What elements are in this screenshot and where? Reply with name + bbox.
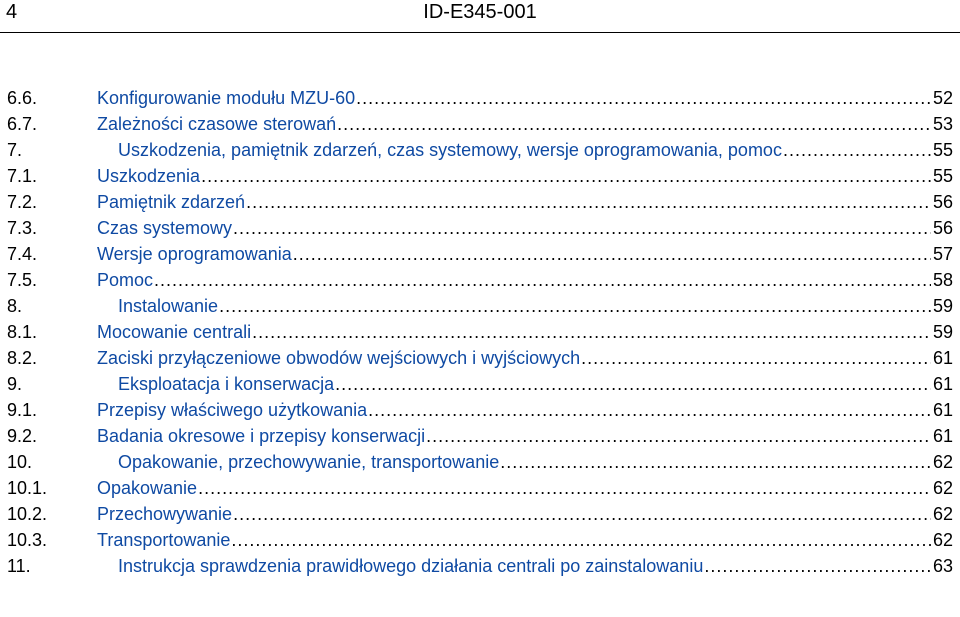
header-divider [0, 32, 960, 33]
toc-entry-page: 61 [932, 400, 953, 420]
toc-entry-link[interactable] [97, 189, 953, 215]
toc-entry-page: 61 [932, 348, 953, 368]
toc-entry-number: 7.4. [7, 244, 38, 264]
toc-dot-leader [581, 345, 931, 371]
toc-entry-title[interactable]: Uszkodzenia, pamiętnik zdarzeń, czas systemowy, wersje oprogramowania, pomoc [118, 140, 782, 160]
toc-entry-title[interactable]: Eksploatacja i konserwacja [118, 374, 335, 394]
toc-entry-number: 9.2. [7, 426, 38, 446]
toc-entry[interactable] [0, 475, 960, 501]
toc-dot-leader [293, 241, 931, 267]
toc-entry[interactable] [0, 293, 960, 319]
toc-entry-link[interactable] [97, 163, 953, 189]
toc-entry-title[interactable]: Instalowanie [118, 296, 219, 316]
toc-entry-number: 6.7. [7, 114, 38, 134]
page-number: 4 [6, 1, 18, 23]
toc-entry-page: 57 [932, 244, 953, 264]
toc-entry[interactable] [0, 111, 960, 137]
toc-entry-title[interactable]: Pamiętnik zdarzeń [97, 192, 246, 212]
toc-entry[interactable] [0, 345, 960, 371]
toc-dot-leader [356, 85, 931, 111]
toc-entry-page: 52 [932, 88, 953, 108]
toc-entry-number: 10.3. [7, 530, 48, 550]
toc-entry-link[interactable] [97, 423, 953, 449]
toc-entry-title[interactable]: Pomoc [97, 270, 154, 290]
toc-entry[interactable] [0, 85, 960, 111]
toc-dot-leader [231, 527, 931, 553]
toc-dot-leader [233, 501, 931, 527]
toc-entry[interactable] [0, 371, 960, 397]
toc-entry-page: 62 [932, 452, 953, 472]
toc-entry-link[interactable] [118, 293, 953, 319]
toc-entry-page: 61 [932, 426, 953, 446]
toc-entry-number: 9. [7, 374, 23, 394]
toc-entry-number: 9.1. [7, 400, 38, 420]
toc-entry-title[interactable]: Przechowywanie [97, 504, 233, 524]
toc-entry-number: 11. [7, 556, 31, 576]
toc-entry-link[interactable] [97, 215, 953, 241]
toc-entry[interactable] [0, 215, 960, 241]
toc-entry-link[interactable] [97, 85, 953, 111]
table-of-contents [0, 85, 960, 579]
toc-entry-page: 55 [932, 166, 953, 186]
toc-entry-number: 10. [7, 452, 33, 472]
toc-dot-leader [335, 371, 931, 397]
toc-dot-leader [233, 215, 931, 241]
toc-entry-title[interactable]: Przepisy właściwego użytkowania [97, 400, 368, 420]
toc-entry[interactable] [0, 241, 960, 267]
toc-entry[interactable] [0, 137, 960, 163]
toc-entry-link[interactable] [118, 371, 953, 397]
toc-dot-leader [783, 137, 931, 163]
toc-entry-page: 55 [932, 140, 953, 160]
toc-entry-link[interactable] [97, 319, 953, 345]
toc-entry-title[interactable]: Opakowanie [97, 478, 198, 498]
toc-entry[interactable] [0, 527, 960, 553]
toc-entry-link[interactable] [97, 345, 953, 371]
toc-entry-title[interactable]: Uszkodzenia [97, 166, 201, 186]
toc-entry[interactable] [0, 189, 960, 215]
toc-entry-number: 8. [7, 296, 23, 316]
toc-dot-leader [704, 553, 931, 579]
toc-dot-leader [368, 397, 931, 423]
toc-entry-link[interactable] [97, 475, 953, 501]
toc-entry-title[interactable]: Zaciski przyłączeniowe obwodów wejściowych i wyjściowych [97, 348, 581, 368]
toc-entry-number: 8.1. [7, 322, 38, 342]
toc-dot-leader [500, 449, 931, 475]
toc-dot-leader [252, 319, 931, 345]
toc-entry-page: 56 [932, 192, 953, 212]
toc-dot-leader [337, 111, 931, 137]
toc-entry-number: 7.2. [7, 192, 38, 212]
toc-entry[interactable] [0, 501, 960, 527]
toc-entry-title[interactable]: Opakowanie, przechowywanie, transportowanie [118, 452, 500, 472]
document-id: ID-E345-001 [423, 1, 537, 23]
toc-entry-link[interactable] [118, 137, 953, 163]
toc-entry[interactable] [0, 267, 960, 293]
toc-entry-link[interactable] [97, 241, 953, 267]
toc-entry-title[interactable]: Konfigurowanie modułu MZU-60 [97, 88, 356, 108]
toc-entry-number: 7. [7, 140, 23, 160]
toc-entry-title[interactable]: Transportowanie [97, 530, 231, 550]
toc-entry-link[interactable] [118, 449, 953, 475]
toc-entry-number: 7.3. [7, 218, 38, 238]
toc-entry-link[interactable] [97, 501, 953, 527]
toc-entry-title[interactable]: Instrukcja sprawdzenia prawidłowego działania centrali po zainstalowaniu [118, 556, 704, 576]
toc-entry-link[interactable] [97, 527, 953, 553]
toc-entry-link[interactable] [97, 397, 953, 423]
toc-dot-leader [154, 267, 931, 293]
toc-entry-page: 59 [932, 296, 953, 316]
toc-entry-title[interactable]: Wersje oprogramowania [97, 244, 292, 264]
toc-dot-leader [198, 475, 931, 501]
toc-entry-number: 6.6. [7, 88, 38, 108]
toc-entry-page: 58 [932, 270, 953, 290]
toc-entry-number: 7.5. [7, 270, 38, 290]
toc-entry-number: 8.2. [7, 348, 38, 368]
toc-entry-page: 53 [932, 114, 953, 134]
toc-entry-page: 61 [932, 374, 953, 394]
toc-entry-link[interactable] [118, 553, 953, 579]
toc-entry-page: 62 [932, 504, 953, 524]
toc-entry-title[interactable]: Zależności czasowe sterowań [97, 114, 337, 134]
toc-entry-number: 10.1. [7, 478, 48, 498]
toc-entry[interactable] [0, 397, 960, 423]
toc-entry-page: 63 [932, 556, 953, 576]
toc-entry-number: 7.1. [7, 166, 38, 186]
toc-entry-title[interactable]: Czas systemowy [97, 218, 233, 238]
toc-entry-number: 10.2. [7, 504, 48, 524]
toc-entry[interactable] [0, 449, 960, 475]
toc-entry-link[interactable] [97, 267, 953, 293]
toc-entry-page: 62 [932, 530, 953, 550]
toc-entry-page: 56 [932, 218, 953, 238]
toc-entry-title[interactable]: Mocowanie centrali [97, 322, 252, 342]
toc-entry[interactable] [0, 553, 960, 579]
toc-entry-page: 62 [932, 478, 953, 498]
toc-dot-leader [246, 189, 931, 215]
toc-dot-leader [219, 293, 931, 319]
toc-entry-page: 59 [932, 322, 953, 342]
page-header [0, 0, 960, 34]
toc-entry[interactable] [0, 423, 960, 449]
toc-entry[interactable] [0, 319, 960, 345]
toc-entry-title[interactable]: Badania okresowe i przepisy konserwacji [97, 426, 426, 446]
toc-dot-leader [426, 423, 931, 449]
toc-dot-leader [201, 163, 931, 189]
toc-entry[interactable] [0, 163, 960, 189]
toc-entry-link[interactable] [97, 111, 953, 137]
